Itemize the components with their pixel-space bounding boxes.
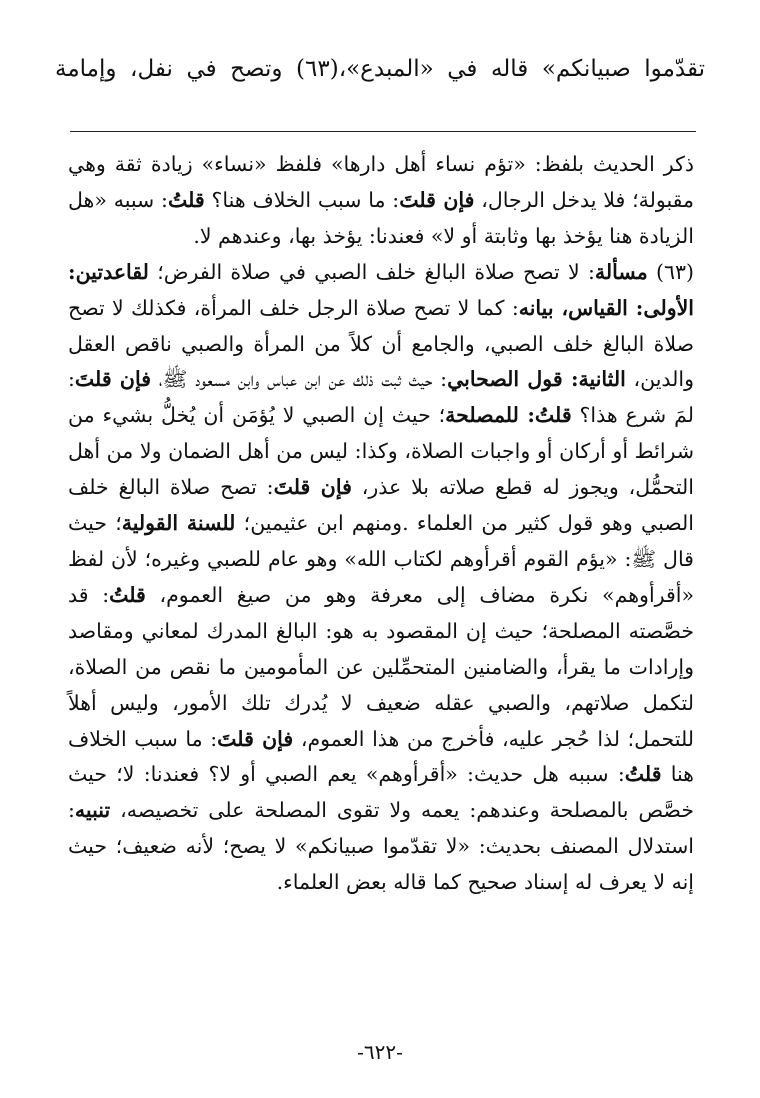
text-run: ؛ حيث إن الصبي لا يُؤمَن أن يُخلُّ بشيء من شرائط أو أركان أو واجبات الصلاة، وكذا: ليس من أهل الضمان ولا من أهل التحمُّل، ويجوز له قطع صلاته بلا عذر، (68, 403, 695, 500)
main-text-line: تقدّموا صبيانكم» قاله في «المبدع»،(٦٣) وتصح في نفل، وإمامة (55, 56, 705, 82)
text-run: : تصح صلاة البالغ خلف الصبي وهو قول كثير من العلماء .ومنهم ابن عثيمين؛ (68, 475, 694, 536)
bold-term: الثانية: قول الصحابي (447, 367, 626, 392)
bold-term: قلتُ (167, 187, 205, 212)
bold-term: مسألة (594, 259, 648, 284)
text-run: : لمَ شرع هذا؟ (68, 367, 694, 428)
text-run: : لا تصح صلاة البالغ خلف الصبي في صلاة الفرض؛ (148, 259, 595, 284)
bold-term: قلتُ (109, 582, 146, 607)
footnote-separator (70, 131, 696, 132)
text-run: : حيث ثبت ذلك عن ابن عباس وابن مسعود ﷺ، (151, 367, 448, 392)
bold-term: فإن قلتَ (74, 367, 152, 392)
text-run: : ما سبب الخلاف هنا؟ (204, 187, 400, 212)
text-run: ؛ حيث قال ﷺ: «يؤم القوم أقرأوهم لكتاب الله» وهو عام للصبي وغيره؛ لأن لفظ «أقرأوهم» نكرة مضاف إلى معرفة وهو من صيغ العموم، (68, 511, 694, 607)
bold-term: لقاعدتين: الأولى: القياس، بيانه (68, 259, 694, 320)
bold-term: للسنة القولية (121, 511, 236, 536)
text-run: : سببه «هل الزيادة هنا يؤخذ بها وثابتة أو لا» فعندنا: يؤخذ بها، وعندهم لا. (68, 187, 694, 248)
bold-term: قلتُ: للمصلحة (445, 403, 572, 428)
bold-term: فإن قلتَ (217, 726, 294, 751)
text-run: : قد خصَّصته المصلحة؛ حيث إن المقصود به هو: البالغ المدرك لمعاني ومقاصد وإرادات ما يقرأ، والضامنين المتحمِّلين عن المأمومين ما نقص من الصلاة، لتكمل صلاتهم، والصبي عقله ضعيف لا يُدرك تلك الأمور، وليس أهلاً للتحمل؛ لذا حُجر عليه، فأخرج من هذا العموم، (68, 582, 695, 751)
text-run: ذكر الحديث بلفظ: «تؤم نساء أهل دارها» فلفظ «نساء» زيادة ثقة وهي مقبولة؛ فلا يدخل الرجال، (68, 152, 695, 212)
bold-term: تنبيه (74, 798, 111, 823)
footnote-63 (68, 255, 694, 901)
bold-term: فإن قلتَ (273, 475, 352, 500)
text-run: : استدلال المصنف بحديث: «لا تقدّموا صبيانكم» لا يصح؛ لأنه ضعيف؛ حيث إنه لا يعرف له إسناد صحيح كما قاله بعض العلماء. (68, 798, 694, 895)
page-number: -٦٢٢- (357, 1040, 403, 1064)
footnotes-area (68, 147, 694, 977)
bold-term: قلتُ (624, 762, 662, 787)
bold-term: فإن قلتَ (399, 187, 475, 212)
text-run: : سببه هل حديث: «أقرأوهم» يعم الصبي أو لا؟ فعندنا: لا؛ حيث خصَّص بالمصلحة وعندهم: يعمه ولا تقوى المصلحة على تخصيصه، (68, 762, 694, 823)
text-run: : كما لا تصح صلاة الرجل خلف المرأة، فكذلك لا تصح صلاة البالغ خلف الصبي، والجامع أن كلاً من المرأة والصبي ناقص العقل والدين، (68, 295, 695, 392)
text-run: (٦٣) (647, 259, 695, 284)
text-run: : ما سبب الخلاف هنا (68, 726, 694, 787)
footnote-62-continuation (68, 147, 694, 255)
